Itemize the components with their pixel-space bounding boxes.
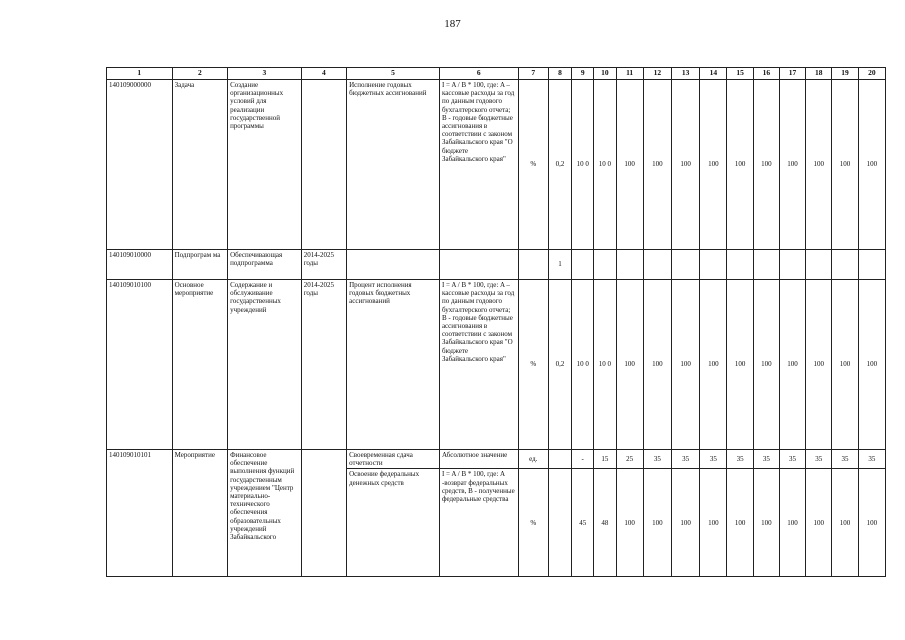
row-year-value: 100 (753, 280, 779, 450)
row-code: 140109010100 (107, 280, 173, 450)
row-type: Мероприятие (172, 450, 227, 577)
row-formula: I = A / B * 100, где: A – кассовые расходы за год по данным годового бухгалтерского отчета; B - годовые бюджетные ассигнования в соответствии с законом Забайкальского края "О бюджете Забайкальского края" (439, 80, 518, 250)
row-year-value: 35 (643, 450, 671, 469)
row-year-value: 35 (858, 450, 885, 469)
row-indicator: Своевременная сдача отчетности (347, 450, 440, 469)
column-header: 19 (832, 68, 858, 80)
row-indicator: Процент исполнения годовых бюджетных ассигнований (347, 280, 440, 450)
row-year-value (727, 250, 753, 280)
row-year-value: 100 (700, 280, 727, 450)
page-number: 187 (444, 18, 461, 30)
row-year-value: 35 (700, 450, 727, 469)
column-header: 11 (616, 68, 643, 80)
row-col9: 45 (572, 469, 594, 577)
row-year-value: 100 (858, 80, 885, 250)
column-header: 16 (753, 68, 779, 80)
row-period: 2014-2025 годы (301, 280, 346, 450)
row-col9: 10 0 (572, 80, 594, 250)
column-header: 2 (172, 68, 227, 80)
column-header: 13 (671, 68, 699, 80)
row-year-value: 100 (806, 469, 832, 577)
row-year-value: 100 (779, 280, 805, 450)
row-year-value: 25 (616, 450, 643, 469)
row-col9 (572, 250, 594, 280)
row-year-value: 100 (832, 469, 858, 577)
row-year-value (779, 250, 805, 280)
row-period: 2014-2025 годы (301, 250, 346, 280)
row-col8 (548, 469, 571, 577)
column-header: 15 (727, 68, 753, 80)
row-col8: 0,2 (548, 280, 571, 450)
column-header: 10 (594, 68, 616, 80)
row-year-value: 100 (832, 80, 858, 250)
column-header: 9 (572, 68, 594, 80)
row-year-value (806, 250, 832, 280)
column-header: 4 (301, 68, 346, 80)
row-col10: 48 (594, 469, 616, 577)
row-col9: 10 0 (572, 280, 594, 450)
row-col8: 0,2 (548, 80, 571, 250)
row-year-value: 100 (671, 280, 699, 450)
table-row (107, 250, 886, 280)
row-year-value (858, 250, 885, 280)
row-year-value: 100 (858, 280, 885, 450)
row-year-value: 100 (779, 80, 805, 250)
column-header: 5 (347, 68, 440, 80)
row-type: Задача (172, 80, 227, 250)
row-type: Основное мероприятие (172, 280, 227, 450)
row-year-value: 100 (616, 469, 643, 577)
column-header: 6 (439, 68, 518, 80)
row-year-value: 100 (753, 80, 779, 250)
row-year-value (616, 250, 643, 280)
row-unit: % (518, 80, 548, 250)
row-year-value: 100 (779, 469, 805, 577)
column-header: 14 (700, 68, 727, 80)
row-formula (439, 250, 518, 280)
row-col8 (548, 450, 571, 469)
row-col10 (594, 250, 616, 280)
row-year-value (671, 250, 699, 280)
row-period (301, 80, 346, 250)
row-period (301, 450, 346, 577)
table-row (107, 450, 886, 469)
row-formula: Абсолютное значение (439, 450, 518, 469)
row-year-value: 35 (727, 450, 753, 469)
row-year-value: 100 (671, 469, 699, 577)
row-year-value (753, 250, 779, 280)
row-year-value: 100 (643, 80, 671, 250)
row-year-value: 100 (643, 469, 671, 577)
row-code: 140109010101 (107, 450, 173, 577)
row-year-value: 100 (616, 280, 643, 450)
row-formula: I = A / B * 100, где: A -возврат федеральных средств, B - полученные федеральные средства (439, 469, 518, 577)
row-year-value: 100 (616, 80, 643, 250)
row-year-value (832, 250, 858, 280)
row-year-value: 100 (727, 80, 753, 250)
table-header-row (107, 68, 886, 80)
row-year-value: 100 (671, 80, 699, 250)
row-year-value: 35 (779, 450, 805, 469)
row-unit: ед. (518, 450, 548, 469)
row-name: Содержание и обслуживание государственных учреждений (228, 280, 302, 450)
row-col10: 15 (594, 450, 616, 469)
row-col9: - (572, 450, 594, 469)
indicator-table (106, 67, 886, 577)
row-year-value: 100 (753, 469, 779, 577)
row-year-value: 35 (671, 450, 699, 469)
row-name: Создание организационных условий для реализации государственной программы (228, 80, 302, 250)
column-header: 1 (107, 68, 173, 80)
row-year-value: 35 (753, 450, 779, 469)
row-indicator (347, 250, 440, 280)
row-unit (518, 250, 548, 280)
column-header: 17 (779, 68, 805, 80)
row-year-value: 100 (700, 80, 727, 250)
table-row (107, 80, 886, 250)
column-header: 20 (858, 68, 885, 80)
row-year-value: 100 (858, 469, 885, 577)
row-name: Финансовое обеспечение выполнения функций государственным учреждением "Центр материально-технического обеспечения образовательных учреждений Забайкальского (228, 450, 302, 577)
row-name: Обеспечивающая подпрограмма (228, 250, 302, 280)
row-year-value: 100 (832, 280, 858, 450)
row-formula: I = A / B * 100, где: A – кассовые расходы за год по данным годового бухгалтерского отчета; B - годовые бюджетные ассигнования в соответствии с законом Забайкальского края "О бюджете Забайкальского края" (439, 280, 518, 450)
table-row (107, 280, 886, 450)
row-year-value: 100 (806, 80, 832, 250)
row-year-value: 100 (700, 469, 727, 577)
row-code: 140109010000 (107, 250, 173, 280)
row-code: 140109000000 (107, 80, 173, 250)
row-type: Подпрограм ма (172, 250, 227, 280)
row-col10: 10 0 (594, 280, 616, 450)
row-unit: % (518, 280, 548, 450)
column-header: 18 (806, 68, 832, 80)
row-col10: 10 0 (594, 80, 616, 250)
row-year-value: 100 (727, 469, 753, 577)
column-header: 3 (228, 68, 302, 80)
row-unit: % (518, 469, 548, 577)
row-indicator: Освоение федеральных денежных средств (347, 469, 440, 577)
row-year-value (643, 250, 671, 280)
row-indicator: Исполнение годовых бюджетных ассигнований (347, 80, 440, 250)
column-header: 8 (548, 68, 571, 80)
row-year-value (700, 250, 727, 280)
column-header: 12 (643, 68, 671, 80)
row-year-value: 100 (727, 280, 753, 450)
row-year-value: 100 (806, 280, 832, 450)
row-year-value: 100 (643, 280, 671, 450)
row-year-value: 35 (832, 450, 858, 469)
column-header: 7 (518, 68, 548, 80)
row-col8: 1 (548, 250, 571, 280)
row-year-value: 35 (806, 450, 832, 469)
